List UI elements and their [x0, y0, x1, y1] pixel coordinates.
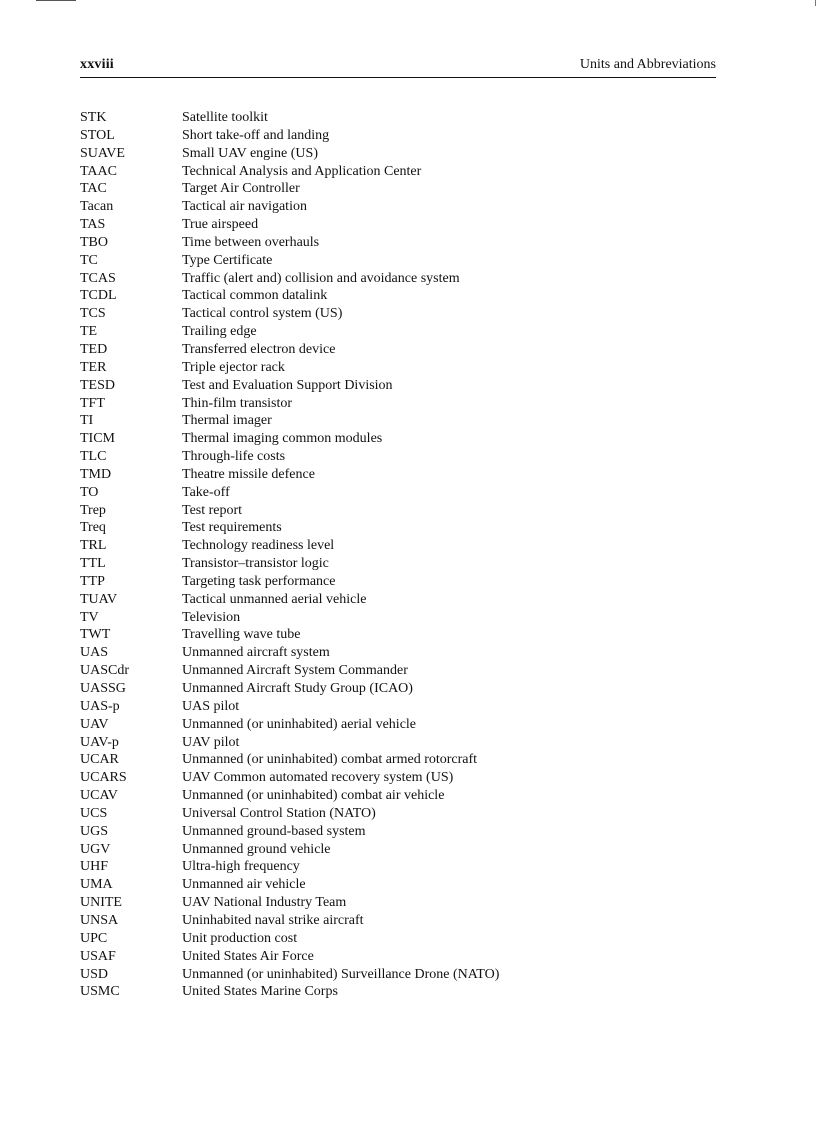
abbreviation-term: TRL [80, 538, 107, 554]
abbreviation-term: TTL [80, 556, 106, 572]
abbreviation-term: UCAR [80, 752, 119, 768]
abbreviation-entry [80, 323, 716, 341]
abbreviation-entry [80, 966, 716, 984]
page-number: xxviii [80, 57, 114, 72]
abbreviation-term: UAV-p [80, 734, 119, 750]
abbreviation-definition: Tactical unmanned aerial vehicle [182, 591, 367, 607]
abbreviation-entry [80, 734, 716, 752]
abbreviation-definition: Thermal imaging common modules [182, 431, 383, 447]
abbreviation-term: USMC [80, 984, 120, 1000]
running-head: Units and Abbreviations [579, 57, 716, 72]
abbreviation-definition: United States Air Force [182, 948, 314, 964]
abbreviation-definition: Theatre missile defence [182, 466, 315, 482]
abbreviation-definition: Tactical air navigation [182, 199, 307, 215]
abbreviation-term: UASCdr [80, 663, 130, 679]
abbreviation-term: TBO [80, 234, 108, 250]
abbreviation-definition: Ultra-high frequency [182, 859, 300, 875]
abbreviation-definition: Unit production cost [182, 930, 298, 946]
abbreviation-list [80, 109, 716, 1001]
abbreviation-entry [80, 751, 716, 769]
abbreviation-term: TC [80, 252, 98, 268]
abbreviation-definition: Technology readiness level [182, 538, 335, 554]
abbreviation-entry [80, 234, 716, 252]
abbreviation-definition: Time between overhauls [182, 234, 320, 250]
abbreviation-definition: Tactical common datalink [182, 288, 328, 304]
abbreviation-term: UMA [80, 877, 113, 893]
abbreviation-definition: Unmanned aircraft system [182, 645, 330, 661]
abbreviation-entry [80, 698, 716, 716]
abbreviation-term: UAS-p [80, 698, 120, 714]
abbreviation-definition: Triple ejector rack [182, 359, 285, 375]
abbreviation-definition: Short take-off and landing [182, 127, 330, 143]
abbreviation-term: TCAS [80, 270, 116, 286]
abbreviation-entry [80, 484, 716, 502]
abbreviation-entry [80, 180, 716, 198]
abbreviation-term: TAC [80, 181, 107, 197]
abbreviation-definition: Traffic (alert and) collision and avoidance system [182, 270, 460, 286]
abbreviation-entry [80, 145, 716, 163]
abbreviation-definition: UAS pilot [182, 698, 240, 714]
abbreviation-entry [80, 609, 716, 627]
abbreviation-entry [80, 412, 716, 430]
abbreviation-term: UNITE [80, 895, 122, 911]
abbreviation-term: UNSA [80, 912, 119, 928]
abbreviation-term: TER [80, 359, 107, 375]
abbreviation-definition: True airspeed [182, 217, 259, 233]
abbreviation-entry [80, 127, 716, 145]
abbreviation-entry [80, 716, 716, 734]
abbreviation-definition: Type Certificate [182, 252, 273, 268]
abbreviation-term: TWT [80, 627, 111, 643]
abbreviation-entry [80, 787, 716, 805]
abbreviation-term: STOL [80, 127, 115, 143]
abbreviation-term: TAAC [80, 163, 117, 179]
abbreviation-term: UGV [80, 841, 111, 857]
abbreviation-term: TE [80, 324, 98, 340]
abbreviation-term: Tacan [80, 199, 114, 215]
abbreviation-entry [80, 626, 716, 644]
abbreviation-term: Trep [80, 502, 106, 518]
abbreviation-definition: Take-off [182, 484, 230, 500]
abbreviation-term: TFT [80, 395, 105, 411]
abbreviation-entry [80, 163, 716, 181]
abbreviation-term: TICM [80, 431, 115, 447]
abbreviation-term: TED [80, 341, 108, 357]
abbreviation-entry [80, 858, 716, 876]
abbreviation-entry [80, 555, 716, 573]
abbreviation-entry [80, 537, 716, 555]
abbreviation-term: UPC [80, 930, 108, 946]
abbreviation-entry [80, 841, 716, 859]
abbreviation-term: TV [80, 609, 99, 625]
abbreviation-entry [80, 359, 716, 377]
abbreviation-definition: Satellite toolkit [182, 110, 268, 125]
abbreviation-term: UASSG [80, 681, 126, 696]
abbreviation-entry [80, 198, 716, 216]
abbreviation-definition: UAV Common automated recovery system (US) [182, 770, 454, 786]
abbreviation-definition: Technical Analysis and Application Center [182, 163, 422, 179]
abbreviation-entry [80, 591, 716, 609]
abbreviation-entry [80, 216, 716, 234]
abbreviation-term: UCS [80, 805, 108, 821]
abbreviation-definition: Unmanned ground-based system [182, 823, 366, 839]
abbreviation-definition: Transistor–transistor logic [182, 556, 329, 572]
abbreviation-definition: Target Air Controller [182, 181, 300, 197]
abbreviation-entry [80, 448, 716, 466]
abbreviation-definition: Targeting task performance [182, 573, 336, 589]
abbreviation-term: UAV [80, 716, 109, 732]
abbreviation-term: TI [80, 413, 94, 429]
abbreviation-entry [80, 287, 716, 305]
abbreviation-entry [80, 894, 716, 912]
abbreviation-definition: Travelling wave tube [182, 627, 301, 643]
abbreviation-definition: Unmanned air vehicle [182, 877, 306, 893]
abbreviation-entry [80, 377, 716, 395]
abbreviation-definition: Unmanned (or uninhabited) Surveillance Drone (NATO) [182, 966, 500, 982]
abbreviation-term: UHF [80, 859, 109, 875]
abbreviation-definition: Television [182, 609, 241, 625]
abbreviation-definition: Test and Evaluation Support Division [182, 377, 393, 393]
abbreviation-entry [80, 876, 716, 894]
abbreviation-entry [80, 341, 716, 359]
crop-mark [36, 0, 76, 1]
abbreviation-definition: Universal Control Station (NATO) [182, 805, 376, 821]
abbreviation-definition: Unmanned Aircraft Study Group (ICAO) [182, 681, 413, 696]
abbreviation-term: TCS [80, 306, 106, 322]
abbreviation-entry [80, 270, 716, 288]
abbreviation-definition: United States Marine Corps [182, 984, 338, 1000]
abbreviation-definition: Tactical control system (US) [182, 306, 343, 322]
abbreviation-term: SUAVE [80, 145, 125, 161]
abbreviation-definition: Thermal imager [182, 413, 272, 429]
abbreviation-term: USAF [80, 948, 116, 964]
abbreviation-entry [80, 305, 716, 323]
abbreviation-entry [80, 983, 716, 1001]
abbreviation-definition: UAV pilot [182, 734, 240, 750]
abbreviation-definition: Test report [182, 502, 243, 518]
abbreviation-definition: Small UAV engine (US) [182, 145, 318, 161]
abbreviation-term: TTP [80, 573, 105, 589]
abbreviation-entry [80, 805, 716, 823]
abbreviation-definition: Unmanned Aircraft System Commander [182, 663, 408, 679]
abbreviation-term: UCARS [80, 770, 127, 786]
abbreviation-term: UCAV [80, 788, 118, 804]
abbreviation-term: TUAV [80, 591, 118, 607]
abbreviation-definition: Unmanned (or uninhabited) aerial vehicle [182, 716, 417, 732]
page-header [80, 57, 716, 78]
abbreviation-entry [80, 769, 716, 787]
abbreviation-term: STK [80, 110, 107, 125]
abbreviation-definition: Through-life costs [182, 449, 286, 465]
abbreviation-entry [80, 109, 716, 127]
abbreviation-definition: UAV National Industry Team [182, 895, 347, 911]
abbreviation-term: TLC [80, 449, 107, 465]
abbreviation-definition: Unmanned (or uninhabited) combat armed rotorcraft [182, 752, 478, 768]
abbreviation-term: UGS [80, 823, 109, 839]
abbreviation-entry [80, 573, 716, 591]
abbreviation-term: UAS [80, 645, 109, 661]
abbreviation-entry [80, 930, 716, 948]
abbreviation-entry [80, 662, 716, 680]
abbreviation-entry [80, 912, 716, 930]
abbreviation-entry [80, 644, 716, 662]
abbreviation-entry [80, 466, 716, 484]
abbreviation-entry [80, 823, 716, 841]
abbreviation-term: Treq [80, 520, 106, 536]
abbreviation-definition: Transferred electron device [182, 341, 336, 357]
abbreviation-entry [80, 680, 716, 698]
abbreviation-definition: Thin-film transistor [182, 395, 293, 411]
abbreviation-entry [80, 502, 716, 520]
abbreviation-definition: Unmanned ground vehicle [182, 841, 331, 857]
abbreviation-term: TESD [80, 377, 115, 393]
abbreviation-entry [80, 430, 716, 448]
abbreviation-entry [80, 252, 716, 270]
abbreviation-term: USD [80, 966, 109, 982]
abbreviation-entry [80, 948, 716, 966]
abbreviation-term: TMD [80, 466, 112, 482]
abbreviation-definition: Uninhabited naval strike aircraft [182, 912, 364, 928]
abbreviation-definition: Test requirements [182, 520, 282, 536]
abbreviation-entry [80, 395, 716, 413]
abbreviation-entry [80, 519, 716, 537]
abbreviation-term: TO [80, 484, 99, 500]
abbreviation-definition: Unmanned (or uninhabited) combat air vehicle [182, 788, 445, 804]
abbreviation-term: TCDL [80, 288, 117, 304]
abbreviation-definition: Trailing edge [182, 324, 257, 340]
abbreviation-term: TAS [80, 217, 106, 233]
